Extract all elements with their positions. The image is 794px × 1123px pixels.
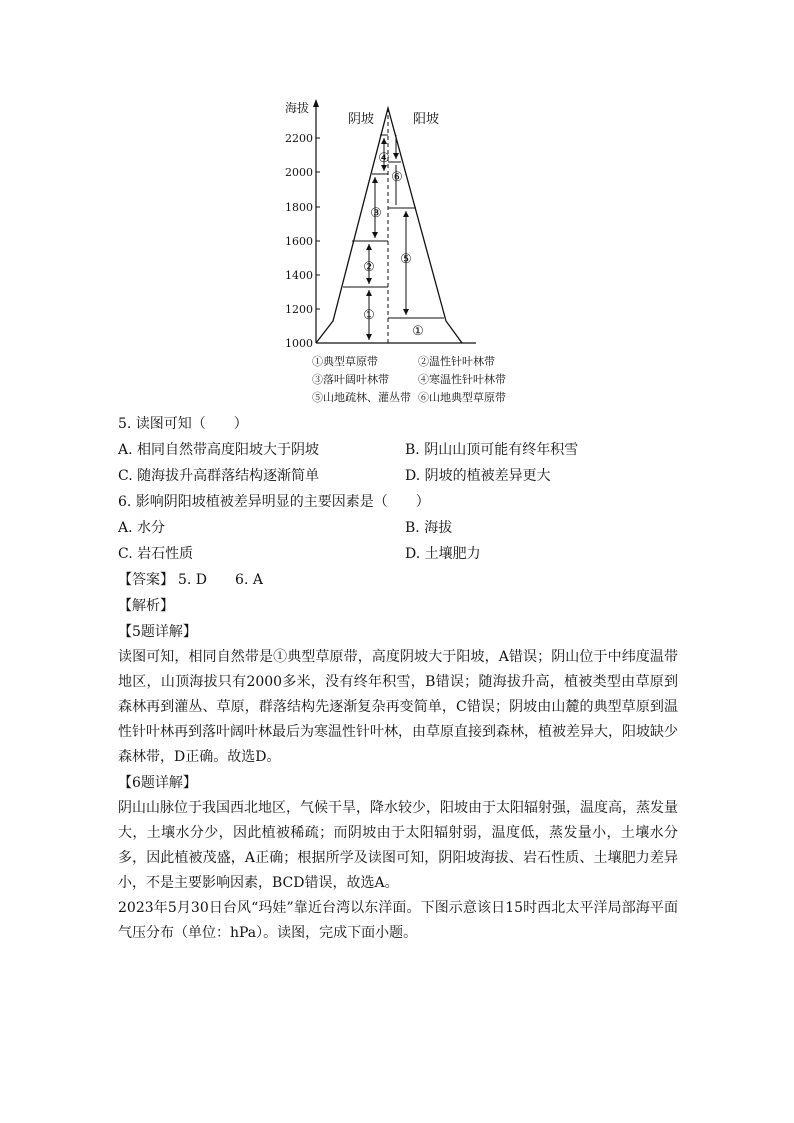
zone-marker-5: ⑤ [400,252,412,267]
y-tick-1800: 1800 [285,201,313,214]
q5-options-row-1 [118,437,678,463]
zone-marker-4: ④ [378,151,390,166]
q5-detail-text: 读图可知，相同自然带是①典型草原带，高度阴坡大于阳坡，A错误；阴山位于中纬度温带地区，山顶海拔只有2000多米，没有终年积雪，B错误；随海拔升高，植被类型由草原到森林再到灌丛、草原，群落结构先逐渐复杂再变简单，C错误；阴坡由山麓的典型草原到温性针叶林再到落叶阔叶林最后为寒温性针叶林，由草原直接到森林，植被差异大，阳坡缺少森林带，D正确。故选D。 [118,649,678,765]
q5-stem: 5. 读图可知（ ） [118,416,248,432]
vegetation-zone-svg [276,95,516,407]
q6-option-c: C. 岩石性质 [118,546,194,562]
zone-marker-1-shady: ① [363,308,375,323]
legend-item-2: ②温性针叶林带 [418,355,495,368]
legend-item-1: ①典型草原带 [312,355,378,368]
q5-option-a: A. 相同自然带高度阳坡大于阴坡 [118,442,320,458]
vegetation-zone-diagram [276,95,516,407]
legend-item-5: ⑤山地疏林、灌丛带 [312,391,411,404]
answer-label: 【答案】 [118,572,174,588]
q5-option-d: D. 阴坡的植被差异更大 [405,468,551,484]
q6-detail-text: 阴山山脉位于我国西北地区，气候干旱，降水较少，阳坡由于太阳辐射强，温度高，蒸发量大，土壤水分少，因此植被稀疏；而阴坡由于太阳辐射弱，温度低，蒸发量小，土壤水分多，因此植被茂盛，A正确；根据所学及读图可知，阴阳坡海拔、岩石性质、土壤肥力差异小，不是主要影响因素，BCD错误，故选A。 [118,800,678,891]
y-ticks [285,132,320,350]
y-tick-1600: 1600 [285,235,313,248]
zone-marker-2: ② [363,260,375,275]
answer-line [118,567,678,593]
legend-item-6: ⑥山地典型草原带 [418,391,506,404]
analysis-label: 【解析】 [118,598,174,614]
zone-marker-3: ③ [370,206,382,221]
q6-options-row-2 [118,541,678,567]
legend-item-3: ③落叶阔叶林带 [312,373,389,386]
answer-q6: 6. A [235,572,263,588]
q6-detail-label: 【6题详解】 [118,775,197,791]
q6-option-d: D. 土壤肥力 [405,546,481,562]
y-tick-2200: 2200 [285,132,313,145]
next-question-intro: 2023年5月30日台风“玛娃”靠近台湾以东洋面。下图示意该日15时西北太平洋局部海平面气压分布（单位：hPa）。读图，完成下面小题。 [118,900,678,941]
y-axis-label: 海拔 [285,101,310,115]
y-tick-1200: 1200 [285,303,313,316]
zone-markers [363,151,424,339]
q6-options-row-1 [118,515,678,541]
answer-q5: 5. D [178,572,208,588]
q5-option-b: B. 阴山山顶可能有终年积雪 [405,442,579,458]
y-axis-arrow [313,99,319,107]
figure-legend [312,354,506,404]
sunny-slope-label: 阳坡 [413,112,440,127]
y-tick-1000: 1000 [285,337,313,350]
q6-stem: 6. 影响阴阳坡植被差异明显的主要因素是（ ） [118,494,430,510]
zone-marker-1-sunny: ① [412,324,424,339]
q5-option-c: C. 随海拔升高群落结构逐渐简单 [118,468,320,484]
q6-option-b: B. 海拔 [405,520,453,536]
y-tick-1400: 1400 [285,269,313,282]
question-content [118,411,678,946]
y-tick-2000: 2000 [285,166,313,179]
zone-marker-6: ⑥ [391,170,403,185]
q6-option-a: A. 水分 [118,520,166,536]
legend-item-4: ④寒温性针叶林带 [418,373,506,386]
q5-options-row-2 [118,463,678,489]
mountain-outline [316,108,462,343]
q5-detail-label: 【5题详解】 [118,624,197,640]
shady-slope-label: 阴坡 [348,112,375,127]
